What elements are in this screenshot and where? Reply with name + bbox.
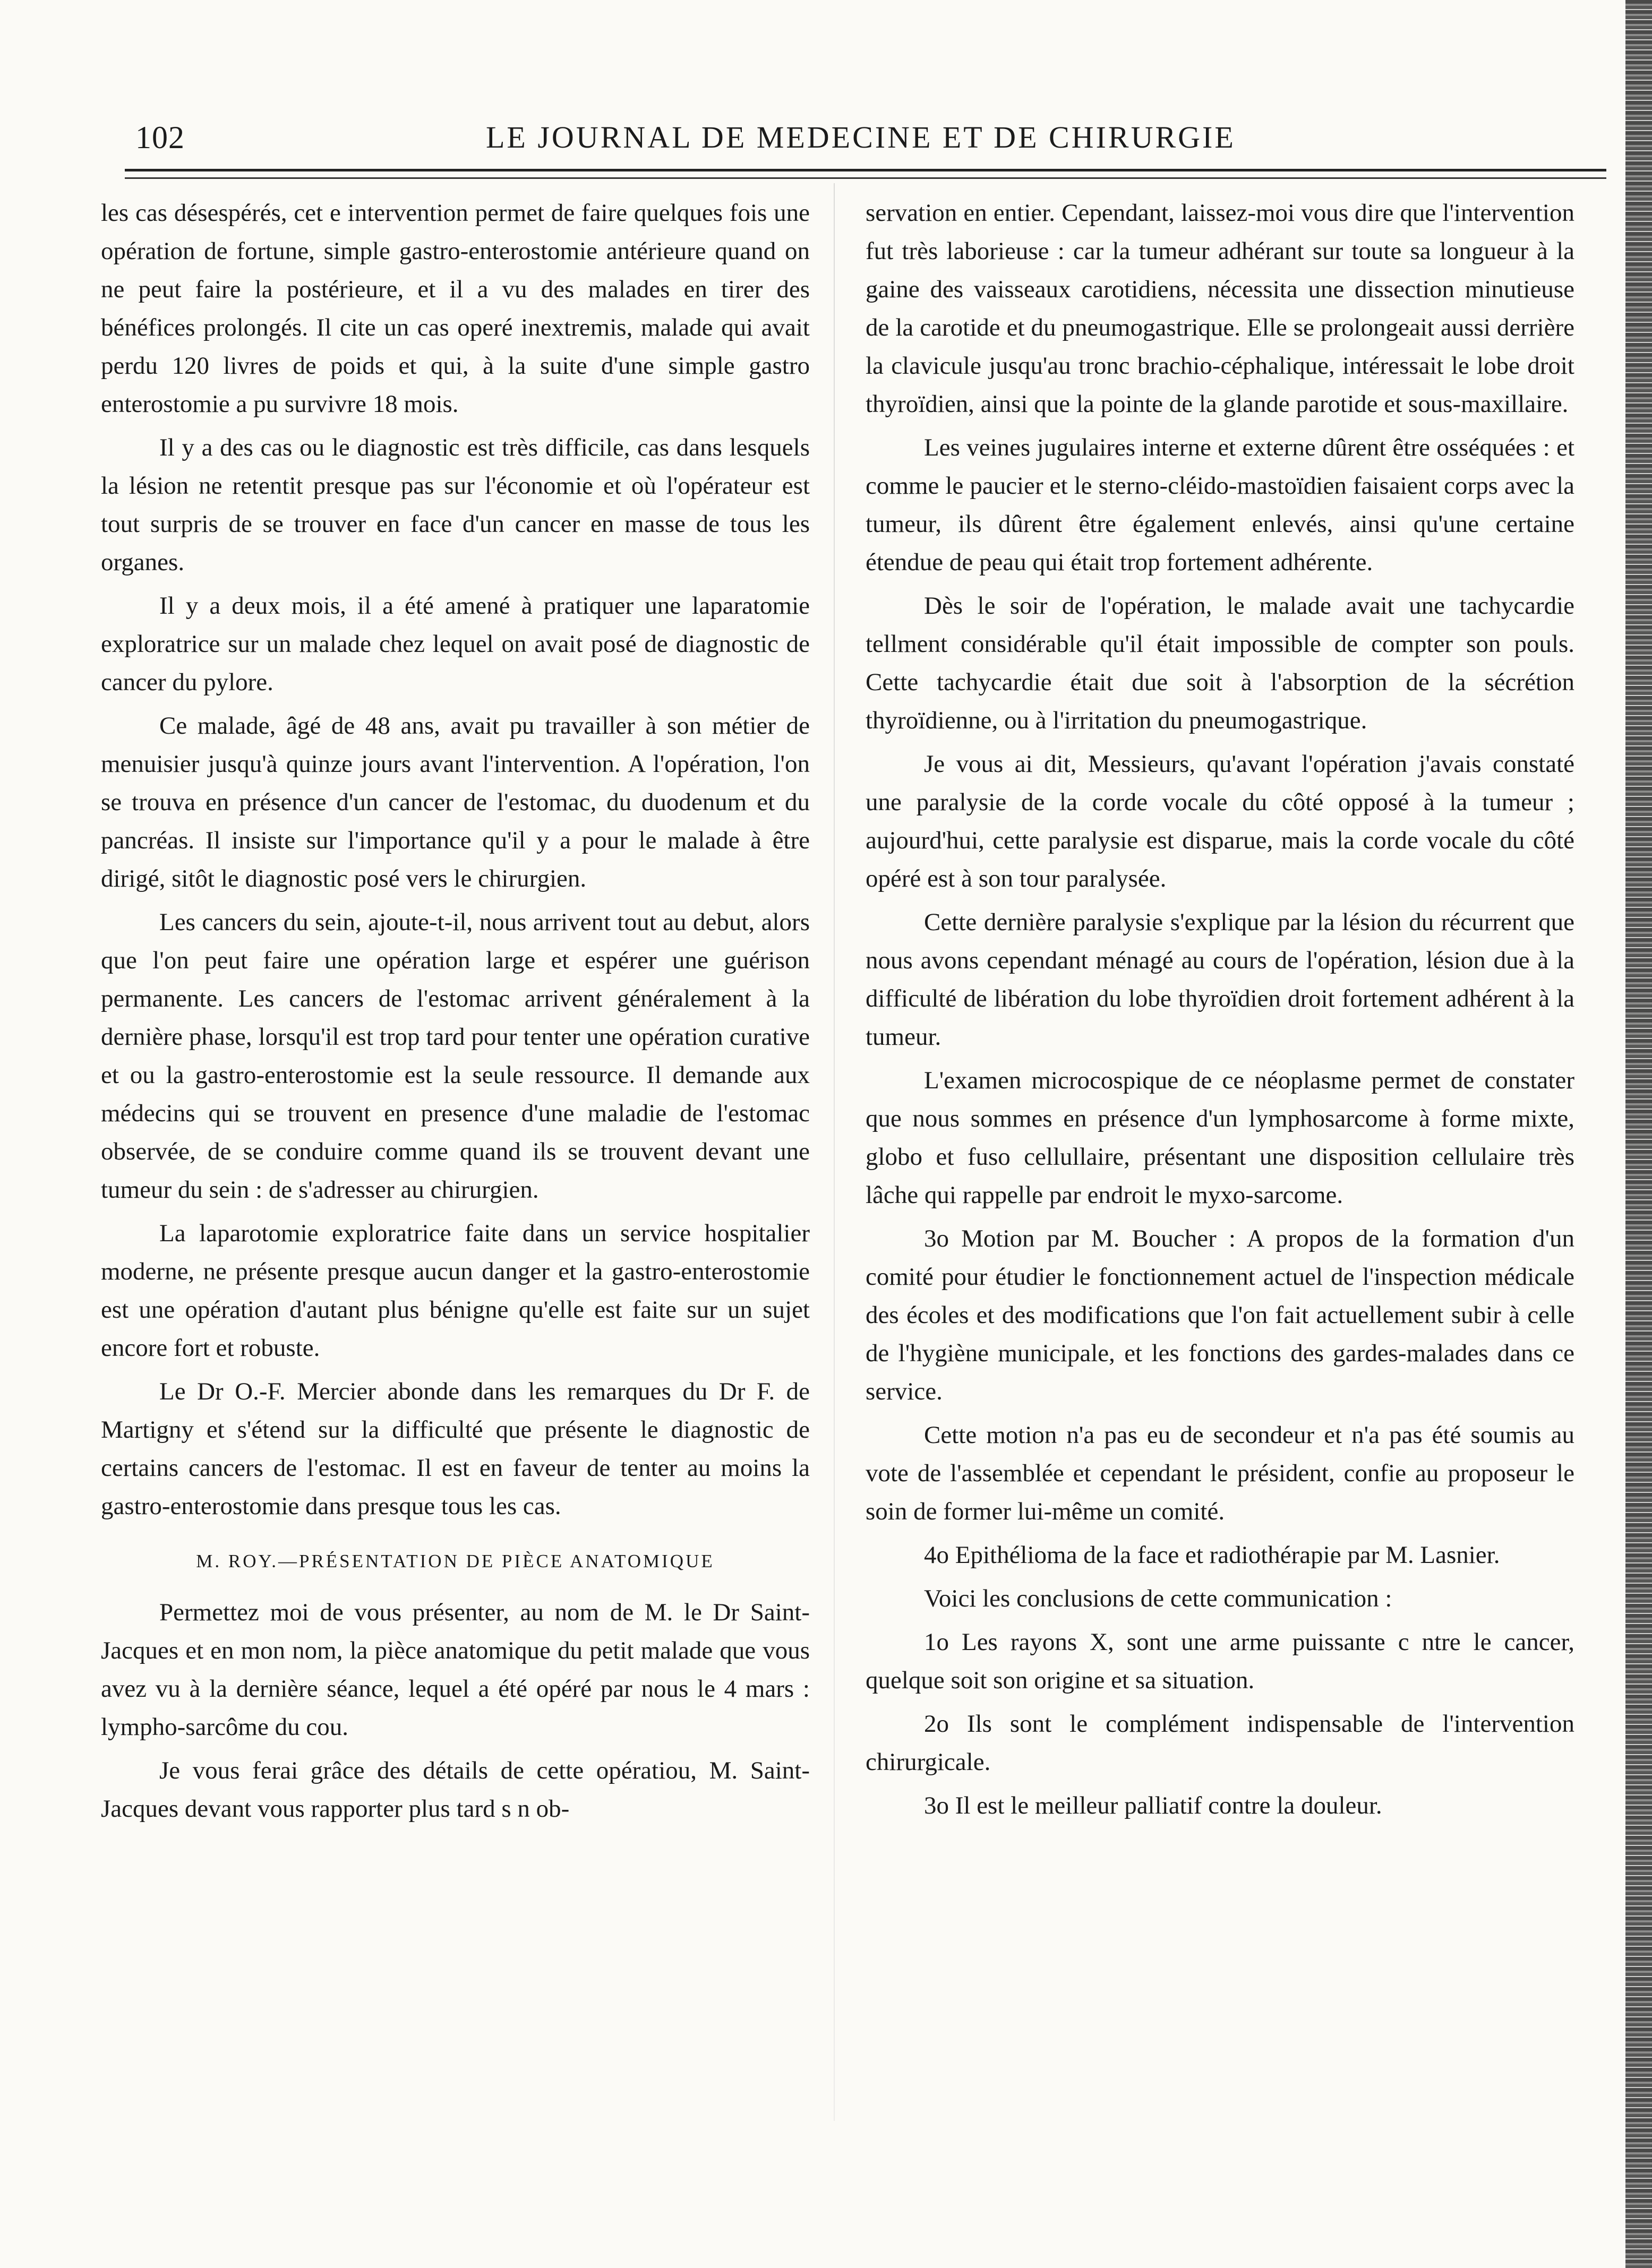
- paragraph: Je vous ferai grâce des détails de cette opératiou, M. Saint-Jacques devant vous rapporter plus tard s n ob-: [101, 1757, 810, 1823]
- paragraph: 4o Epithélioma de la face et radiothérapie par M. Lasnier.: [924, 1541, 1500, 1569]
- paragraph: 2o Ils sont le complément indispensable de l'intervention chirurgicale.: [866, 1710, 1574, 1776]
- page-number: 102: [135, 120, 185, 155]
- section-heading: M. ROY.—PRÉSENTATION DE PIÈCE ANATOMIQUE: [196, 1551, 715, 1571]
- scan-edge: [1625, 0, 1652, 2268]
- paragraph: Il y a deux mois, il a été amené à pratiquer une laparatomie exploratrice sur un malade chez lequel on avait posé de diagnostic de cancer du pylore.: [101, 592, 810, 696]
- paragraph: Cette dernière paralysie s'explique par la lésion du récurrent que nous avons cependant ménagé au cours de l'opération, lésion due à la difficulté de libération du lobe thyroïdien droit fortement adhérent à la tumeur.: [866, 908, 1574, 1051]
- paragraph: 3o Il est le meilleur palliatif contre la douleur.: [924, 1792, 1382, 1819]
- column-divider: [834, 183, 835, 2121]
- paragraph: L'examen microcospique de ce néoplasme permet de constater que nous sommes en présence d'un lymphosarcome à forme mixte, globo et fuso cellullaire, présentant une disposition cellulaire très lâche qui rappelle par endroit le myxo-sarcome.: [866, 1067, 1574, 1209]
- left-column: [101, 194, 810, 1833]
- paragraph: Voici les conclusions de cette communication :: [924, 1585, 1392, 1612]
- paragraph: servation en entier. Cependant, laissez-moi vous dire que l'intervention fut très laborieuse : car la tumeur adhérant sur toute sa longueur à la gaine des vaisseaux carotidiens, nécessita une dissection minutieuse de la carotide et du pneumogastrique. Elle se prolongeait aussi derrière la clavicule jusqu'au tronc brachio-céphalique, intéressait le lobe droit thyroïdien, ainsi que la pointe de la glande parotide et sous-maxillaire.: [866, 199, 1574, 418]
- journal-title: LE JOURNAL DE MEDECINE ET DE CHIRURGIE: [486, 120, 1236, 154]
- paragraph: 1o Les rayons X, sont une arme puissante c ntre le cancer, quelque soit son origine et sa situation.: [866, 1628, 1574, 1694]
- paragraph: Les veines jugulaires interne et externe dûrent être osséquées : et comme le paucier et le sterno-cléido-mastoïdien faisaient corps avec la tumeur, ils dûrent être également enlevés, ainsi qu'une certaine étendue de peau qui était trop fortement adhérente.: [866, 434, 1574, 576]
- paragraph: Permettez moi de vous présenter, au nom de M. le Dr Saint-Jacques et en mon nom, la pièce anatomique du petit malade que vous avez vu à la dernière séance, lequel a été opéré par nous le 4 mars : lympho-sarcôme du cou.: [101, 1599, 810, 1741]
- paragraph: 3o Motion par M. Boucher : A propos de la formation d'un comité pour étudier le fonctionnement actuel de l'inspection médicale des écoles et des modifications que l'on fait actuellement subir à celle de l'hygiène municipale, et les fonctions des gardes-malades dans ce service.: [866, 1225, 1574, 1405]
- paragraph: Le Dr O.-F. Mercier abonde dans les remarques du Dr F. de Martigny et s'étend sur la difficulté que présente le diagnostic de certains cancers de l'estomac. Il est en faveur de tenter au moins la gastro-enterostomie dans presque tous les cas.: [101, 1378, 810, 1520]
- running-header: [135, 119, 1601, 162]
- header-rule-secondary: [125, 177, 1606, 179]
- paragraph: Je vous ai dit, Messieurs, qu'avant l'opération j'avais constaté une paralysie de la corde vocale du côté opposé à la tumeur ; aujourd'hui, cette paralysie est disparue, mais la corde vocale du côté opéré est à son tour paralysée.: [866, 750, 1574, 892]
- paragraph: Dès le soir de l'opération, le malade avait une tachycardie tellment considérable qu'il était impossible de compter son pouls. Cette tachycardie était due soit à l'absorption de la sécrétion thyroïdienne, ou à l'irritation du pneumogastrique.: [866, 592, 1574, 734]
- right-column: [866, 194, 1574, 1830]
- paragraph: les cas désespérés, cet e intervention permet de faire quelques fois une opération de fortune, simple gastro-enterostomie antérieure quand on ne peut faire la postérieure, et il a vu des malades en tirer des bénéfices prolongés. Il cite un cas operé inextremis, malade qui avait perdu 120 livres de poids et qui, à la suite d'une simple gastro enterostomie a pu survivre 18 mois.: [101, 199, 810, 418]
- paragraph: La laparotomie exploratrice faite dans un service hospitalier moderne, ne présente presque aucun danger et la gastro-enterostomie est une opération d'autant plus bénigne qu'elle est faite sur un sujet encore fort et robuste.: [101, 1219, 810, 1362]
- paragraph: Les cancers du sein, ajoute-t-il, nous arrivent tout au debut, alors que l'on peut faire une opération large et espérer une guérison permanente. Les cancers de l'estomac arrivent généralement à la dernière phase, lorsqu'il est trop tard pour tenter une opération curative et ou la gastro-enterostomie est la seule ressource. Il demande aux médecins qui se trouvent en presence d'une maladie de l'estomac observée, de se conduire comme quand ils se trouvent devant une tumeur du sein : de s'adresser au chirurgien.: [101, 908, 810, 1204]
- paragraph: Ce malade, âgé de 48 ans, avait pu travailler à son métier de menuisier jusqu'à quinze jours avant l'intervention. A l'opération, l'on se trouva en présence d'un cancer de l'estomac, du duodenum et du pancréas. Il insiste sur l'importance qu'il y a pour le malade à être dirigé, sitôt le diagnostic posé vers le chirurgien.: [101, 712, 810, 892]
- paragraph: Cette motion n'a pas eu de secondeur et n'a pas été soumis au vote de l'assemblée et cependant le président, confie au proposeur le soin de former lui-même un comité.: [866, 1421, 1574, 1525]
- header-rule: [125, 169, 1606, 171]
- paragraph: Il y a des cas ou le diagnostic est très difficile, cas dans lesquels la lésion ne retentit presque pas sur l'économie et où l'opérateur est tout surpris de se trouver en face d'un cancer en masse de tous les organes.: [101, 434, 810, 576]
